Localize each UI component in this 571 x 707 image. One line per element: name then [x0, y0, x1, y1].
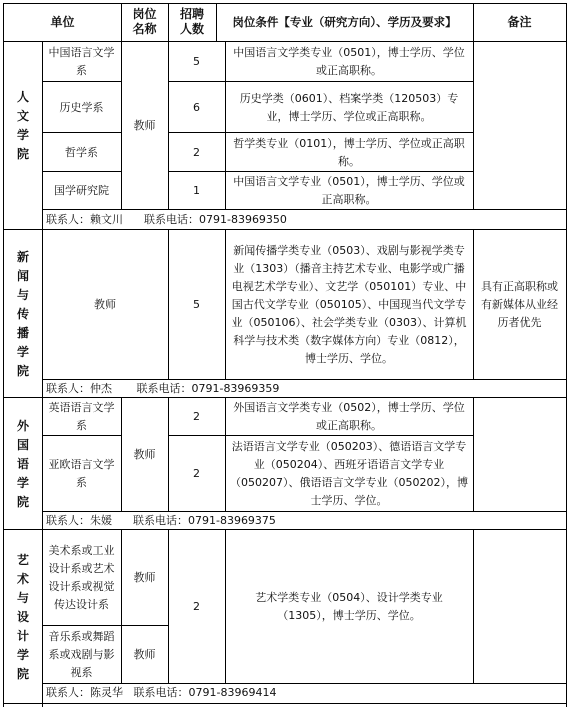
count-cell: 2 [193, 145, 200, 159]
dept-asian-european: 亚欧语言文学系 [48, 458, 115, 489]
header-conditions: 岗位条件【专业（研究方向）、学历及要求】 [232, 14, 457, 29]
contact-row: 联系人：陈灵华 联系电话：0791-83969414 [46, 686, 277, 699]
table-divider [3, 229, 567, 230]
table-divider [121, 41, 122, 210]
table-border [3, 3, 567, 4]
conditions-cell: 艺术学类专业（0504）、设计学类专业（1305），博士学历、学位。 [255, 591, 443, 622]
table-divider [3, 397, 567, 398]
count-cell: 2 [193, 600, 200, 613]
table-divider [216, 3, 217, 42]
table-divider [473, 41, 474, 210]
conditions-cell: 法语语言文学专业（050203）、德语语言文学专业（050204）、西班牙语语言文学专业（050207）、俄语语言文学专业（050202），博士学历、学位。 [230, 440, 468, 507]
conditions-cell: 中国语言文学专业（0501），博士学历、学位或正高职称。 [233, 175, 465, 206]
dept-music-dance: 音乐系或舞蹈系或戏剧与影视系 [48, 630, 115, 679]
table-divider [168, 229, 169, 380]
table-divider [121, 3, 122, 42]
table-divider [168, 435, 474, 436]
conditions-cell: 历史学类（0601）、档案学类（120503）专业，博士学历、学位或正高职称。 [239, 91, 459, 123]
post-teacher: 教师 [133, 119, 156, 132]
table-divider [42, 379, 567, 380]
contact-row: 联系人：仲杰 联系电话：0791-83969359 [46, 382, 280, 395]
post-teacher: 教师 [133, 448, 156, 461]
college-name-foreign-languages: 外国语学院 [16, 418, 29, 509]
conditions-cell: 中国语言文学类专业（0501），博士学历、学位或正高职称。 [233, 46, 465, 77]
table-divider [168, 397, 169, 512]
table-divider [168, 81, 474, 82]
table-border [3, 41, 567, 42]
college-name-art-design: 艺术与设计学院 [16, 553, 29, 681]
table-divider [3, 529, 567, 530]
table-divider [225, 397, 226, 512]
dept-english: 英语语言文学系 [48, 401, 115, 432]
table-divider [473, 3, 474, 42]
table-divider [168, 529, 169, 684]
count-cell: 2 [193, 467, 200, 480]
table-divider [225, 529, 226, 684]
notes-cell: 具有正高职称或有新媒体从业经历者优先 [481, 280, 558, 329]
college-name-humanities: 人文学院 [16, 90, 29, 161]
table-border [3, 3, 4, 707]
count-cell: 5 [193, 298, 200, 311]
header-notes: 备注 [507, 14, 532, 29]
table-divider [473, 229, 474, 380]
header-post-name: 岗位名称 [132, 7, 157, 36]
count-cell: 6 [193, 100, 200, 114]
dept-sinology-institute: 国学研究院 [54, 184, 109, 197]
count-cell: 5 [193, 55, 200, 68]
table-divider [168, 132, 474, 133]
post-teacher: 教师 [133, 648, 156, 661]
table-divider [121, 397, 122, 512]
post-teacher: 教师 [133, 571, 156, 584]
table-divider [42, 625, 169, 626]
dept-philosophy: 哲学系 [65, 145, 98, 159]
table-divider [42, 435, 122, 436]
conditions-cell: 外国语言文学类专业（0502），博士学历、学位或正高职称。 [233, 401, 465, 432]
table-border [566, 3, 567, 707]
table-divider [121, 529, 122, 684]
dept-fine-arts: 美术系或工业设计系或艺术设计系或视觉传达设计系 [48, 544, 115, 611]
count-cell: 2 [193, 410, 200, 423]
table-divider [225, 41, 226, 210]
table-divider [168, 3, 169, 42]
contact-row: 联系人：赖文川 联系电话：0791-83969350 [46, 213, 287, 226]
conditions-cell: 哲学类专业（0101），博士学历、学位或正高职称。 [233, 136, 465, 168]
table-divider [225, 229, 226, 380]
count-cell: 1 [193, 184, 200, 197]
table-divider [473, 529, 474, 684]
dept-history: 历史学系 [59, 100, 104, 114]
header-recruit-count: 招聘人数 [179, 7, 204, 36]
college-name-journalism: 新闻与传播学院 [16, 249, 29, 378]
contact-row: 联系人：朱媛 联系电话：0791-83969375 [46, 514, 276, 527]
table-divider [42, 132, 122, 133]
table-divider [42, 171, 122, 172]
table-divider [168, 171, 474, 172]
table-border [3, 703, 567, 704]
header-unit: 单位 [50, 14, 75, 29]
post-teacher: 教师 [94, 298, 116, 311]
table-divider [42, 81, 122, 82]
table-divider [42, 41, 43, 707]
dept-chinese-language: 中国语言文学系 [48, 46, 115, 77]
conditions-cell: 新闻传播学类专业（0503）、戏剧与影视学类专业（1303）（播音主持艺术专业、电影学或广播电视艺术学专业）、文艺学（050101）专业、中国古代文学专业（050105）、中国现当代文学专业（050106）、社会学类专业（0303）、计算机科学与技术类（数字媒体方向）专业（0812），博士学历、学位。 [231, 244, 467, 365]
table-divider [168, 41, 169, 210]
table-divider [473, 397, 474, 512]
